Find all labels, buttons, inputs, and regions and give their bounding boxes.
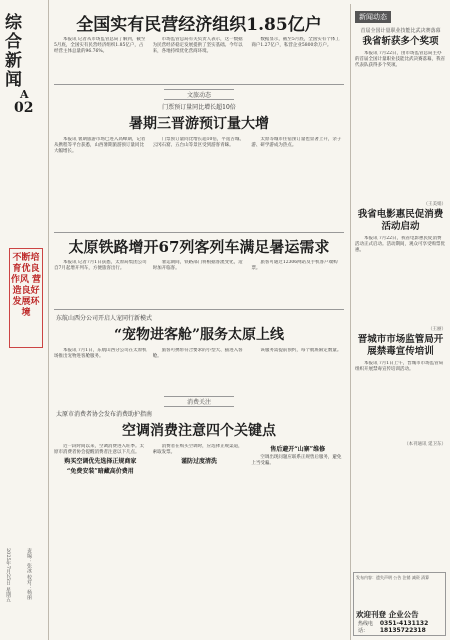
story4-body bbox=[54, 348, 344, 392]
story4-subtitle: 东航山西分公司开启人宠同行新模式 bbox=[56, 315, 153, 322]
story5-subhead-2: “免费安装”暗藏高价费用 bbox=[66, 467, 134, 475]
right-story3-byline: （本刊通讯 延卫东） bbox=[404, 442, 446, 447]
story4-headline: “宠物进客舱”服务太原上线 bbox=[113, 327, 285, 343]
story3-col1: 本报讯 记者7月1日获悉，太原局集团公司自7月起增开列车，方便旅客出行。 bbox=[54, 260, 147, 272]
story3-col3: 旅客可通过12306网站及手机客户端购票。 bbox=[251, 260, 338, 272]
story2-col1: 本报讯 暑期旅游市场已进入高峰期，记者从携程等平台获悉，山西暑期旅游预订量同比大幅增长。 bbox=[54, 137, 146, 155]
story5-body bbox=[54, 444, 344, 594]
story1-col2: 市场监管总局有关负责人表示，这一数据为民营经济稳定发展提供了坚实基础。今年以来，各地持续优化营商环境。 bbox=[152, 37, 243, 55]
right-story1-headline: 我省斩获多个奖项 bbox=[362, 36, 439, 47]
story5-col2: 消费者在购买空调时，应选择正规渠道，索取发票。 bbox=[152, 444, 243, 456]
right-story1-subtitle: 首届全国计量职业技能比武决赛落幕 bbox=[360, 28, 441, 34]
story5-subhead-1: 购买空调优先选择正规商家 bbox=[64, 458, 137, 466]
story2-tag: 文旅动态 bbox=[164, 89, 234, 100]
story4-col2: 旅客可携带符合要求的小型犬、猫进入客舱。 bbox=[152, 348, 243, 360]
page-number: 02 bbox=[14, 100, 34, 116]
ad-phone: 0351-4131132 18135722318 bbox=[379, 620, 429, 634]
main-column bbox=[54, 4, 344, 640]
right-story1-body: 本报讯 7月22日，由市场监管总局主办的首届全国计量职业技能比武决赛落幕，我省代表队获得多个奖项。 bbox=[355, 51, 445, 69]
story3-headline: 太原铁路增开67列客列车满足暑运需求 bbox=[68, 238, 330, 256]
story2-col3: 太原等城市住宿预订量也显著上升，亲子游、研学游成为热点。 bbox=[251, 137, 342, 149]
story2-headline: 暑期三晋游预订量大增 bbox=[129, 116, 269, 132]
divider bbox=[54, 309, 344, 310]
right-story2-byline: （王丽） bbox=[428, 327, 446, 332]
story5-col1: 近一段时间以来，空调消费进入旺季。太原市消费者协会提醒消费者注意以下几点。 bbox=[54, 444, 144, 456]
story1-headline: 全国实有民营经济组织1.85亿户 bbox=[76, 15, 322, 35]
right-story3-body: 本报讯 7月1日上午，晋城市市场监管局组织开展禁毒宣传培训活动。 bbox=[355, 361, 444, 373]
story2-subtitle: 门票预订量同比增长超10倍 bbox=[162, 104, 236, 111]
ad-slogan: 欢迎刊登 企业公告 bbox=[356, 610, 419, 619]
page-letter: A bbox=[20, 88, 29, 101]
story5-headline: 空调消费注意四个关键点 bbox=[122, 423, 276, 439]
story5-col3: 空调出现问题应联系正规售后服务，避免上当受骗。 bbox=[251, 455, 342, 467]
story4-col3: 该服务需提前预约，每个航班限定数量。 bbox=[260, 348, 342, 353]
editor-info: 责编：张冰 校对：杨丽 bbox=[26, 548, 32, 600]
story5-tag: 消费关注 bbox=[164, 396, 234, 407]
story4-col1: 本报讯 7月1日，东航山西分公司在太原机场推出宠物进客舱服务。 bbox=[54, 348, 147, 360]
story2-body bbox=[54, 137, 344, 229]
right-story2-body: 本报讯 7月22日，我省电影惠民促消费活动正式启动。活动期间，观众可享受购票优惠。 bbox=[355, 236, 445, 254]
divider bbox=[54, 84, 344, 85]
ad-hotline-label: 热线电话： bbox=[358, 621, 374, 634]
news-dynamics-tag: 新闻动态 bbox=[355, 11, 391, 23]
issue-date: 2025年7月25日 星期五 bbox=[5, 548, 11, 602]
story1-col3: 数据显示，截至5月底，全国实有个体工商户1.27亿户，私营企业5800余万户。 bbox=[251, 37, 340, 49]
ad-fine-print: 发布内容：遗失声明 公告 注销 减资 清算 bbox=[356, 575, 430, 580]
ad-contact-row bbox=[354, 620, 445, 634]
divider bbox=[54, 232, 344, 233]
slogan-box: 不断培育优良作风 营造良好发展环境 bbox=[9, 248, 43, 348]
story5-subtitle: 太原市消费者协会发布消费助护指南 bbox=[56, 411, 153, 418]
story2-col2: 门票预订量同比增长超10倍，平遥古城、云冈石窟、五台山等景区受到游客青睐。 bbox=[152, 137, 244, 149]
story1-col1: 本报讯 记者从市场监管总局了解到，截至5月底，全国实有民营经济组织1.85亿户，占经营主体总量的96.76%。 bbox=[54, 37, 146, 55]
right-column bbox=[350, 4, 446, 640]
story1-body bbox=[54, 37, 344, 81]
classified-ad bbox=[353, 572, 446, 636]
right-story3-headline: 晋城市市场监管局开展禁毒宣传培训 bbox=[357, 334, 444, 357]
story3-col2: 暑运期间，铁路部门将根据客流变化，适时加开临客。 bbox=[152, 260, 243, 272]
right-story1-byline: （王美娟） bbox=[423, 202, 446, 207]
section-name: 综合新闻 bbox=[5, 13, 23, 90]
margin-strip bbox=[0, 0, 49, 640]
story3-body bbox=[54, 260, 344, 306]
right-story2-headline: 我省电影惠民促消费活动启动 bbox=[357, 209, 444, 232]
story5-subhead-3: 售后避开“山寨”维修 bbox=[270, 446, 326, 453]
story5-subhead-4: 谨防过度清洗 bbox=[181, 458, 218, 466]
